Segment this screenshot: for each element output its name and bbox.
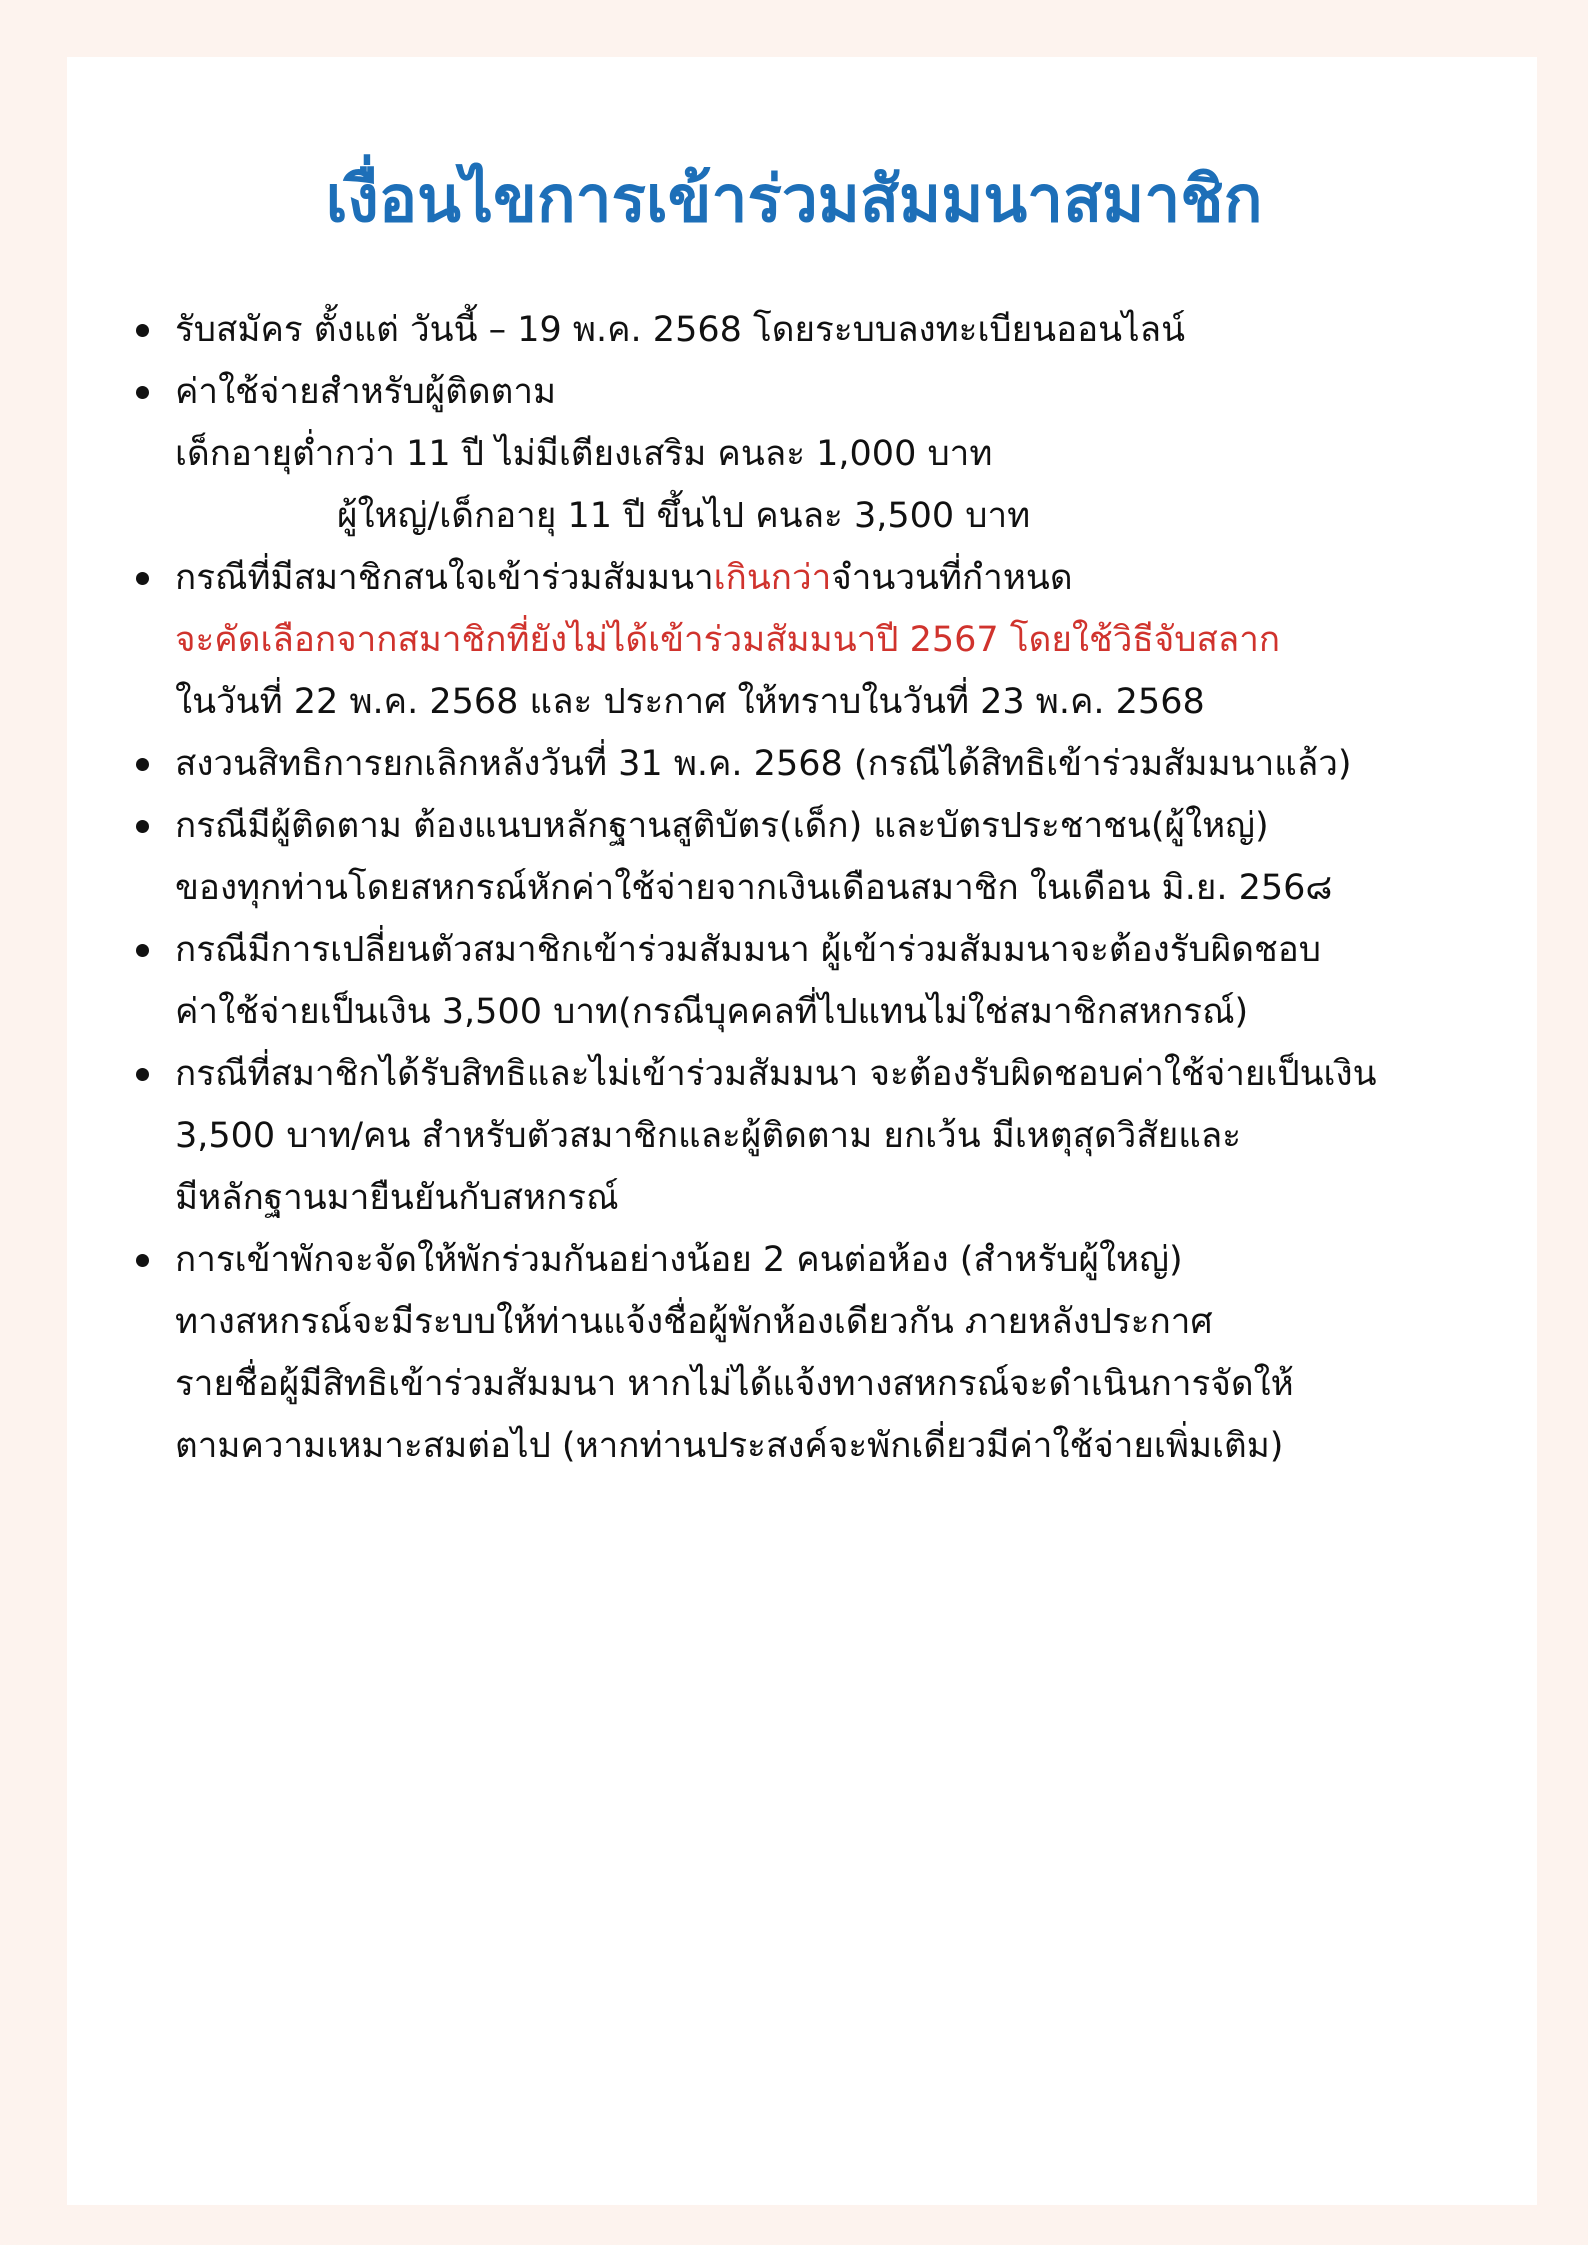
list-item-line: 3,500 บาท/คน สำหรับตัวสมาชิกและผู้ติดตาม ยกเว้น มีเหตุสุดวิสัยและ	[175, 1116, 1242, 1156]
list-item-line: ค่าใช้จ่ายเป็นเงิน 3,500 บาท(กรณีบุคคลที่ไปแทนไม่ใช่สมาชิกสหกรณ์)	[175, 992, 1249, 1032]
bullet-dot	[136, 386, 149, 399]
list-item-line: สงวนสิทธิการยกเลิกหลังวันที่ 31 พ.ค. 2568 (กรณีได้สิทธิเข้าร่วมสัมมนาแล้ว)	[175, 744, 1352, 784]
bullet-dot	[136, 1068, 149, 1081]
highlight-line: จะคัดเลือกจากสมาชิกที่ยังไม่ได้เข้าร่วมสัมมนาปี 2567 โดยใช้วิธีจับสลาก	[175, 620, 1281, 660]
list-item-line: ค่าใช้จ่ายสำหรับผู้ติดตาม	[175, 372, 557, 412]
list-item-line: ทางสหกรณ์จะมีระบบให้ท่านแจ้งชื่อผู้พักห้องเดียวกัน ภายหลังประกาศ	[175, 1302, 1213, 1342]
list-item-line: การเข้าพักจะจัดให้พักร่วมกันอย่างน้อย 2 คนต่อห้อง (สำหรับผู้ใหญ่)	[175, 1240, 1183, 1280]
list-item-line: รับสมัคร ตั้งแต่ วันนี้ – 19 พ.ค. 2568 โดยระบบลงทะเบียนออนไลน์	[175, 310, 1186, 350]
list-item-line: รายชื่อผู้มีสิทธิเข้าร่วมสัมมนา หากไม่ได้แจ้งทางสหกรณ์จะดำเนินการจัดให้	[175, 1364, 1294, 1404]
bullet-dot	[136, 758, 149, 771]
document-title: เงื่อนไขการเข้าร่วมสัมมนาสมาชิก	[325, 163, 1263, 237]
list-item-line	[175, 547, 1073, 609]
list-item-line: กรณีมีการเปลี่ยนตัวสมาชิกเข้าร่วมสัมมนา ผู้เข้าร่วมสัมมนาจะต้องรับผิดชอบ	[175, 930, 1321, 970]
bullet-dot	[136, 572, 149, 585]
list-item-line: ในวันที่ 22 พ.ค. 2568 และ ประกาศ ให้ทราบในวันที่ 23 พ.ค. 2568	[175, 682, 1205, 722]
bullet-dot	[136, 820, 149, 833]
list-item-line: กรณีมีผู้ติดตาม ต้องแนบหลักฐานสูติบัตร(เด็ก) และบัตรประชาชน(ผู้ใหญ่)	[175, 806, 1269, 846]
list-item-line: กรณีที่สมาชิกได้รับสิทธิและไม่เข้าร่วมสัมมนา จะต้องรับผิดชอบค่าใช้จ่ายเป็นเงิน	[175, 1054, 1377, 1094]
highlight-text: เกินกว่า	[713, 558, 832, 598]
list-item-line: ของทุกท่านโดยสหกรณ์หักค่าใช้จ่ายจากเงินเดือนสมาชิก ในเดือน มิ.ย. 256๘	[175, 868, 1333, 908]
line-text-before: กรณีที่มีสมาชิกสนใจเข้าร่วมสัมมนา	[175, 558, 714, 598]
line-text-after: จำนวนที่กำหนด	[831, 558, 1073, 598]
list-item-line: ตามความเหมาะสมต่อไป (หากท่านประสงค์จะพักเดี่ยวมีค่าใช้จ่ายเพิ่มเติม)	[175, 1426, 1284, 1466]
list-item-line: ผู้ใหญ่/เด็กอายุ 11 ปี ขึ้นไป คนละ 3,500 บาท	[337, 496, 1031, 536]
list-item-line: เด็กอายุต่ำกว่า 11 ปี ไม่มีเตียงเสริม คนละ 1,000 บาท	[175, 434, 993, 474]
bullet-dot	[136, 1254, 149, 1267]
list-item-line: มีหลักฐานมายืนยันกับสหกรณ์	[175, 1178, 619, 1218]
bullet-dot	[136, 944, 149, 957]
bullet-dot	[136, 324, 149, 337]
